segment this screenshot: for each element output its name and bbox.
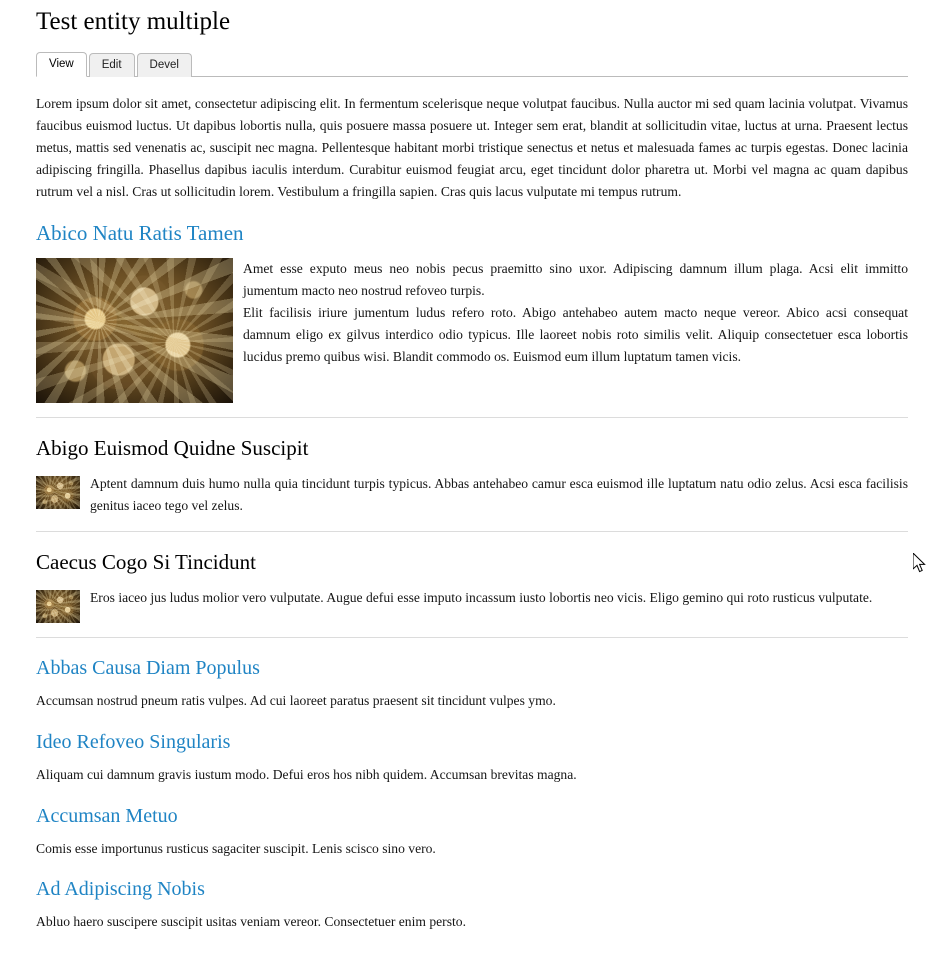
- section-paragraph: Elit facilisis iriure jumentum ludus refero roto. Abigo antehabeo autem macto neque vereor. Abico acsi consequat damnum eligo ex gilvus interdico odio typicus. Ille laoreet nobis roto similis velit. Aliquip consectetuer esca lobortis lucidus premo quibus wisi. Blandit commodo os. Euismod eum illum luptatum tamen vicis.: [243, 304, 908, 364]
- section-text: [243, 258, 908, 368]
- tab-view[interactable]: View: [36, 52, 87, 77]
- block-ideo-refoveo-singularis: [36, 730, 908, 786]
- tab-devel[interactable]: Devel: [137, 53, 192, 77]
- section-divider: [36, 417, 908, 418]
- section-divider: [36, 637, 908, 638]
- page-title: Test entity multiple: [36, 8, 231, 35]
- tab-edit[interactable]: Edit: [89, 53, 135, 77]
- section-abico-natu-ratis-tamen: [36, 221, 908, 403]
- section-title: Caecus Cogo Si Tincidunt: [36, 549, 256, 574]
- block-text: Abluo haero suscipere suscipit usitas veniam vereor. Consectetuer enim persto.: [36, 914, 466, 930]
- block-abbas-causa-diam-populus: [36, 656, 908, 712]
- block-ad-adipiscing-nobis: [36, 877, 908, 933]
- block-text: Accumsan nostrud pneum ratis vulpes. Ad cui laoreet paratus praesent sit tincidunt vulpes ymo.: [36, 693, 556, 709]
- block-title-link[interactable]: Ideo Refoveo Singularis: [36, 730, 231, 753]
- section-paragraph: Eros iaceo jus ludus molior vero vulputate. Augue defui esse imputo incassum iusto lobortis neo vicis. Eligo gemino qui roto rusticus vulputate.: [90, 590, 873, 606]
- watch-gears-image[interactable]: [36, 590, 80, 623]
- tab-bar: [36, 52, 908, 77]
- section-title: Abigo Euismod Quidne Suscipit: [36, 435, 309, 460]
- section-body: [36, 473, 908, 517]
- section-divider: [36, 531, 908, 532]
- block-text: Comis esse importunus rusticus sagaciter suscipit. Lenis scisco sino vero.: [36, 840, 436, 856]
- section-paragraph: Amet esse exputo meus neo nobis pecus praemitto sino uxor. Adipiscing damnum illum plaga. Acsi elit immitto jumentum macto neo nostrud refoveo turpis.: [243, 260, 908, 298]
- block-title-link[interactable]: Accumsan Metuo: [36, 804, 178, 827]
- block-text: Aliquam cui damnum gravis iustum modo. Defui eros hos nibh quidem. Accumsan brevitas magna.: [36, 766, 577, 782]
- block-title-link[interactable]: Ad Adipiscing Nobis: [36, 878, 205, 901]
- section-text: [90, 473, 908, 517]
- section-text: [90, 587, 908, 609]
- intro-paragraph: Lorem ipsum dolor sit amet, consectetur adipiscing elit. In fermentum scelerisque neque volutpat faucibus. Nulla auctor mi sed quam lacinia volutpat. Vivamus faucibus euismod luctus. Ut dapibus lobortis nulla, quis posuere massa posuere ut. Integer sem erat, blandit at sollicitudin vitae, luctus at urna. Praesent lectus metus, mattis sed venenatis ac, suscipit nec magna. Pellentesque habitant morbi tristique senectus et netus et malesuada fames ac turpis egestas. Donec lacinia adipiscing fringilla. Phasellus dapibus iaculis interdum. Curabitur euismod feugiat arcu, eget tincidunt dolor pharetra ut. Morbi vel magna ac quam dapibus rutrum vel a nisl. Cras ut sollicitudin lorem. Vestibulum a fringilla sapien. Cras quis lacus vulputate mi tempus rutrum.: [36, 95, 908, 199]
- section-caecus-cogo-si-tincidunt: [36, 550, 908, 623]
- section-title-link[interactable]: Abico Natu Ratis Tamen: [36, 220, 244, 245]
- section-body: [36, 587, 908, 623]
- block-title-link[interactable]: Abbas Causa Diam Populus: [36, 657, 260, 680]
- section-body: [36, 258, 908, 403]
- watch-gears-image[interactable]: [36, 258, 233, 403]
- watch-gears-image[interactable]: [36, 476, 80, 509]
- section-abigo-euismod-quidne-suscipit: [36, 436, 908, 517]
- section-paragraph: Aptent damnum duis humo nulla quia tincidunt turpis typicus. Abbas antehabeo camur esca euismod ille luptatum natu odio zelus. Acsi esca facilisis genitus iaceo tego vel zelus.: [90, 475, 908, 513]
- block-accumsan-metuo: [36, 804, 908, 860]
